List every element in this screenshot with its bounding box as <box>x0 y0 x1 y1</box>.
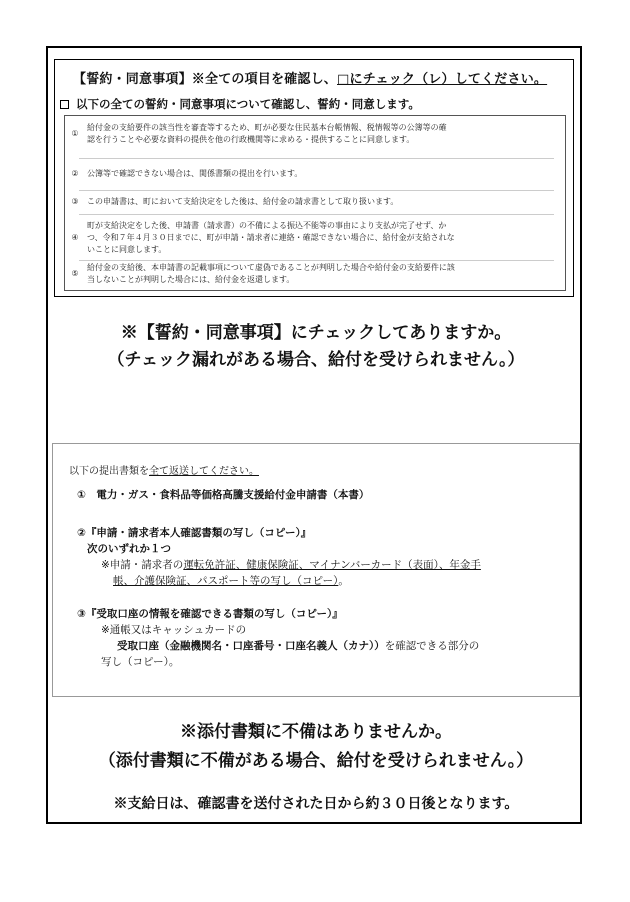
item-text-line: 給付金の支給後、本申請書の記載事項について虚偽であることが判明した場合や給付金の支給要件に該 <box>87 263 455 272</box>
check-attachments-notice: ※添付書類に不備はありませんか。 <box>180 722 452 742</box>
item-text-line: この申請書は、町において支給決定をした後は、給付金の請求書として取り扱います。 <box>87 197 399 206</box>
pledge-heading-instruction: □にチェック（レ）してください。 <box>337 72 548 87</box>
pledge-item-3 <box>65 196 565 210</box>
intro-emphasis: 全て返送してください。 <box>149 466 259 477</box>
pledge-heading-text: 【誓約・同意事項】※全ての項目を確認し、 <box>73 72 338 87</box>
item-text-line: 当しないことが判明した場合には、給付金を返還します。 <box>87 275 295 284</box>
document-2-note <box>101 557 481 573</box>
divider <box>79 260 554 261</box>
item-number: ③ <box>71 197 79 206</box>
item-number: ② <box>71 169 79 178</box>
pledge-item-4 <box>65 220 565 260</box>
documents-section <box>52 443 580 697</box>
account-info-fields: 受取口座（金融機関名・口座番号・口座名義人（カナ）） <box>117 640 385 652</box>
item-number: ① <box>71 129 79 138</box>
item-text-line: つ、令和７年４月３０日までに、町が申請・請求者に連絡・確認できない場合に、給付金が支給されな <box>87 233 455 242</box>
document-2-title: ②『申請・請求者本人確認書類の写し（コピー）』 <box>77 527 312 539</box>
agree-checkbox[interactable] <box>60 100 69 109</box>
note-end: 。 <box>338 575 349 587</box>
divider <box>79 214 554 215</box>
item-number: ⑤ <box>71 269 79 278</box>
document-3-note: ※通帳又はキャッシュカードの <box>101 624 247 636</box>
document-2-note-cont <box>113 573 349 589</box>
note-prefix: ※申請・請求者の <box>101 559 184 571</box>
divider <box>79 158 554 159</box>
intro-text: 以下の提出書類を <box>69 466 149 477</box>
pledge-item-5 <box>65 262 565 290</box>
check-pledge-warning: （チェック漏れがある場合、給付を受けられません。） <box>107 350 525 370</box>
note-id-types-cont: 帳、介護保険証、パスポート等の写し（コピー） <box>113 575 339 587</box>
documents-intro <box>69 462 259 477</box>
document-2-subtitle: 次のいずれか１つ <box>87 543 171 555</box>
pledge-items <box>64 115 566 291</box>
document-3-detail-end: 写し（コピー）。 <box>101 656 180 668</box>
note-id-types: 運転免許証、健康保険証、マイナンバーカード（表面）、年金手 <box>183 559 481 571</box>
agree-row[interactable] <box>60 96 420 112</box>
document-3-title: ③『受取口座の情報を確認できる書類の写し（コピー）』 <box>77 608 343 620</box>
document-3-detail <box>117 638 479 654</box>
pledge-section <box>54 59 574 297</box>
document-1: ① 電力・ガス・食料品等価格高騰支援給付金申請書（本書） <box>77 489 370 501</box>
pledge-item-1 <box>65 122 565 152</box>
divider <box>79 190 554 191</box>
item-text-line: 認を行うことや必要な資料の提供を他の行政機関等に求める・提供することに同意します。 <box>87 135 415 144</box>
item-text-line: 公簿等で確認できない場合は、関係書類の提出を行います。 <box>87 169 303 178</box>
item-text-line: いことに同意します。 <box>87 245 167 254</box>
agree-label: 以下の全ての誓約・同意事項について確認し、誓約・同意します。 <box>76 97 420 111</box>
check-pledge-notice: ※【誓約・同意事項】にチェックしてありますか。 <box>120 323 512 343</box>
pledge-item-2 <box>65 168 565 182</box>
check-attachments-warning: （添付書類に不備がある場合、給付を受けられません。） <box>98 751 534 771</box>
detail-rest: を確認できる部分の <box>384 640 480 652</box>
item-text-line: 町が支給決定をした後、申請書（請求書）の不備による振込不能等の事由により支払が完了せず、か <box>87 221 447 230</box>
payment-date-notice: ※支給日は、確認書を送付された日から約３０日後となります。 <box>113 796 519 812</box>
item-number: ④ <box>71 233 79 242</box>
pledge-heading <box>73 68 573 87</box>
page-frame <box>46 46 582 824</box>
item-text-line: 給付金の支給要件の該当性を審査等するため、町が必要な住民基本台帳情報、税情報等の公簿等の確 <box>87 123 447 132</box>
